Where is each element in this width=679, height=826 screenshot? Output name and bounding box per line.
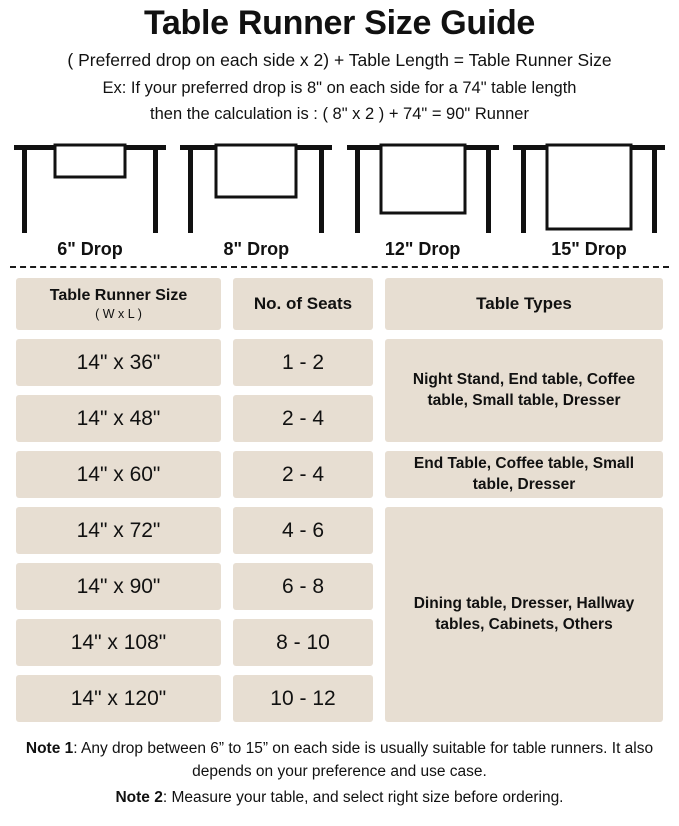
column-seats [233,278,373,731]
note-2 [14,786,665,809]
divider [10,266,669,268]
table-row: 14" x 108" [16,619,221,666]
table-row: 14" x 90" [16,563,221,610]
table-row: Night Stand, End table, Coffee table, Small table, Dresser [385,339,663,442]
column-runner-size [16,278,221,731]
table-row: End Table, Coffee table, Small table, Dresser [385,451,663,498]
table-row: 10 - 12 [233,675,373,722]
drop-diagram-15 [509,137,669,260]
table-row: 14" x 48" [16,395,221,442]
drop-label-15: 15" Drop [551,239,627,260]
note-1 [14,737,665,784]
table-row: 4 - 6 [233,507,373,554]
drop-diagram-12 [343,137,503,260]
table-row: 14" x 60" [16,451,221,498]
header-seats: No. of Seats [233,278,373,330]
example-line-1: Ex: If your preferred drop is 8" on each side for a 74" table length [102,78,577,97]
note-1-label: Note 1 [25,740,74,758]
table-row: 1 - 2 [233,339,373,386]
note-2-label: Note 2 [115,788,163,806]
page-title: Table Runner Size Guide [143,4,536,42]
table-drop-illustration-icon [176,137,336,237]
drop-label-8: 8" Drop [223,239,290,260]
drop-label-12: 12" Drop [384,239,461,260]
drop-label-6: 6" Drop [57,239,123,260]
note-1-text: : Any drop between 6” to 15” on each side is usually suitable for table runners. It also depends on your preference and use case. [73,740,654,781]
table-row: 6 - 8 [233,563,373,610]
example-line-2: then the calculation is : ( 8" x 2 ) + 74" = 90" Runner [150,104,529,123]
table-row: 14" x 120" [16,675,221,722]
table-row: 2 - 4 [233,451,373,498]
table-row: Dining table, Dresser, Hallway tables, Cabinets, Others [385,507,663,722]
table-row: 14" x 36" [16,339,221,386]
table-row: 8 - 10 [233,619,373,666]
formula-text: ( Preferred drop on each side x 2) + Table Length = Table Runner Size [67,49,612,70]
header-runner-size-sub: ( W x L ) [95,307,142,322]
drop-diagram-6 [10,137,170,260]
size-table [8,278,671,731]
table-drop-illustration-icon [509,137,669,237]
table-drop-illustration-icon [10,137,170,237]
header-runner-size-label: Table Runner Size [49,287,188,305]
table-drop-illustration-icon [343,137,503,237]
notes [8,737,671,811]
note-2-text: : Measure your table, and select right size before ordering. [162,788,564,806]
table-row: 14" x 72" [16,507,221,554]
drop-diagrams [8,137,671,260]
header-runner-size [16,278,221,330]
table-row: 2 - 4 [233,395,373,442]
header-table-types: Table Types [385,278,663,330]
drop-diagram-8 [176,137,336,260]
column-table-types [385,278,663,731]
